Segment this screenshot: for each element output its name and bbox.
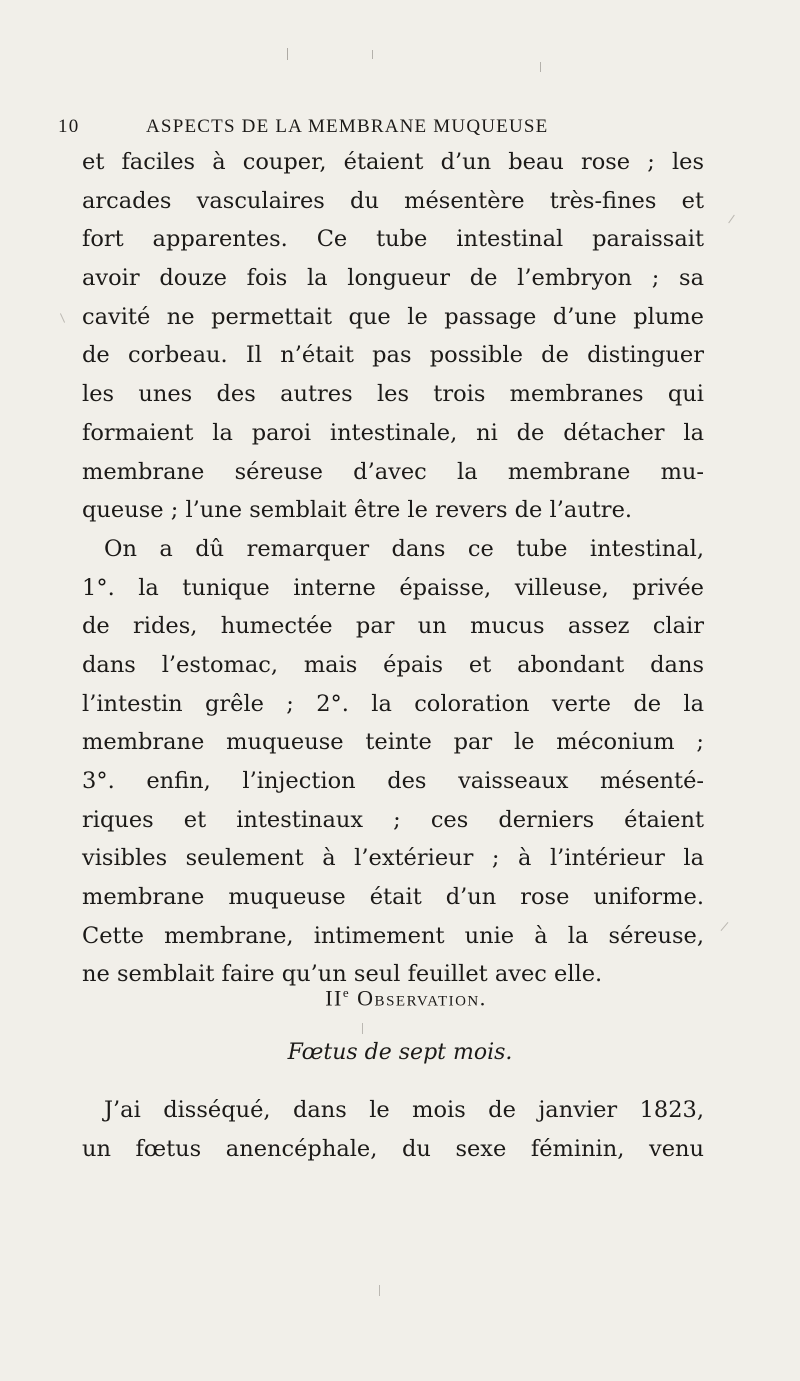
scan-mark (379, 1285, 380, 1296)
scan-mark (287, 48, 288, 60)
text-line: les unes des autres les trois membranes qui (82, 381, 704, 408)
text-line: membrane muqueuse teinte par le méconium ; (82, 729, 704, 756)
text-line: 3°. enfin, l’injection des vaisseaux mésenté- (82, 768, 704, 794)
observation-label: Observation. (357, 985, 487, 1011)
text-line: arcades vasculaires du mésentère très-fines et (82, 187, 704, 214)
text-line: et faciles à couper, étaient d’un beau rose ; les (82, 149, 704, 175)
text-line: formaient la paroi intestinale, ni de détacher la (82, 419, 704, 446)
scan-mark (540, 62, 541, 72)
text-line: de rides, humectée par un mucus assez clair (82, 613, 704, 640)
text-line: ne semblait faire qu’un seul feuillet avec elle. (82, 961, 603, 988)
observation-subtitle: Fœtus de sept mois. (287, 1040, 513, 1065)
text-line: J’ai disséqué, dans le mois de janvier 1823, (104, 1097, 704, 1123)
text-line: cavité ne permettait que le passage d’une plume (82, 303, 704, 330)
text-line: visibles seulement à l’extérieur ; à l’intérieur la (82, 845, 704, 872)
text-line: On a dû remarquer dans ce tube intestinal, (104, 535, 704, 562)
text-line: 1°. la tunique interne épaisse, villeuse, privée (82, 574, 704, 601)
text-line: avoir douze fois la longueur de l’embryon ; sa (82, 265, 704, 292)
observation-numeral: II (325, 985, 343, 1011)
scan-mark (372, 50, 373, 59)
observation-superscript: e (342, 985, 351, 1000)
scan-mark (721, 922, 729, 931)
scan-mark (60, 313, 65, 322)
running-title: ASPECTS DE LA MEMBRANE MUQUEUSE (146, 116, 549, 137)
text-line: de corbeau. Il n’était pas possible de distinguer (82, 342, 704, 369)
text-line: queuse ; l’une semblait être le revers de l’autre. (82, 497, 633, 524)
text-line: dans l’estomac, mais épais et abondant dans (82, 651, 704, 678)
text-line: l’intestin grêle ; 2°. la coloration verte de la (82, 690, 704, 717)
scan-mark (728, 215, 735, 224)
text-line: Cette membrane, intimement unie à la séreuse, (82, 922, 704, 949)
text-line: riques et intestinaux ; ces derniers étaient (82, 806, 704, 833)
running-header (58, 116, 698, 144)
page-number: 10 (58, 116, 80, 137)
body-text-continued (82, 1091, 704, 1168)
text-line: fort apparentes. Ce tube intestinal paraissait (82, 226, 704, 253)
scan-mark (362, 1023, 363, 1034)
text-line: un fœtus anencéphale, du sexe féminin, venu (82, 1135, 704, 1162)
body-text (82, 143, 704, 994)
text-line: membrane séreuse d’avec la membrane mu- (82, 458, 704, 485)
text-line: membrane muqueuse était d’un rose uniforme. (82, 884, 704, 911)
observation-heading (0, 985, 800, 1011)
